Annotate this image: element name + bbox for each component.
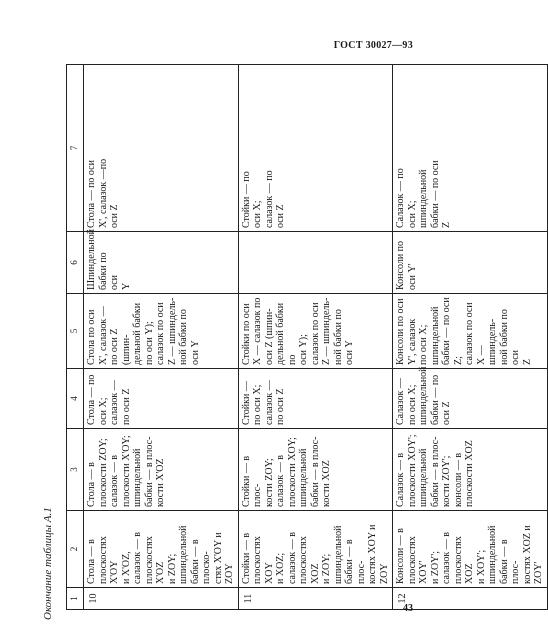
column-header: 7 — [67, 65, 84, 232]
table-row — [393, 65, 548, 610]
table-cell: Стола — в плоскостях X'OY и X'OZ, салазок — в плоскостях X'OZ и ZOY; шпиндельной бабки — в плоско- стях X'OY и ZOY — [84, 511, 239, 588]
table-cell — [238, 232, 393, 294]
table-cell: Консоли по оси Y' — [393, 232, 548, 294]
table-cell: Салазок — по оси X; шпиндельной бабки — по оси Z — [393, 65, 548, 232]
column-header: 1 — [67, 588, 84, 610]
table-cell: Стола — по оси X; салазок — по оси Z — [84, 369, 239, 429]
table-cell: Стойки — по оси X; салазок — по оси Z — [238, 369, 393, 429]
row-number: 12 — [393, 588, 548, 610]
table-cell: Консоли — в плоскостях XOY' и ZOY'; салазок — в плоскостях XOZ и XOY'; шпиндельной бабки — в плос- костях XOZ и ZOY' — [393, 511, 548, 588]
table-cell: Стола по оси X', салазок — по оси Z (шпин- дельной бабки по оси Y); салазок по оси Z — шпиндель- ной бабки по оси Y — [84, 294, 239, 369]
table-cell: Стола — в плоскости ZOY; салазок — в плоскости X'OY; шпиндельной бабки — в плос- кости X'OZ — [84, 429, 239, 511]
rotated-table-container — [66, 65, 544, 610]
table-cell: Салазок — в плоскости XOY'; шпиндельной бабки — в плос- кости ZOY'; консоли — в плоскости XOZ — [393, 429, 548, 511]
table-cell: Шпиндельной бабки по оси Y — [84, 232, 239, 294]
row-number: 11 — [238, 588, 393, 610]
table-cell: Стойки — в плос- кости ZOY; салазок — в плоскости XOY; шпиндельной бабки — в плос- кости XOZ — [238, 429, 393, 511]
table-header-row — [67, 65, 84, 610]
spec-table — [66, 64, 548, 610]
row-number: 10 — [84, 588, 239, 610]
column-header: 4 — [67, 369, 84, 429]
table-cell: Стойки — в плоскостях XOY и XOZ; салазок — в плоскостях XOZ и ZOY; шпиндельной бабки — в плос- костях XOY и ZOY — [238, 511, 393, 588]
column-header: 6 — [67, 232, 84, 294]
table-caption: Окончание таблицы А.1 — [42, 507, 54, 620]
column-header: 2 — [67, 511, 84, 588]
page-number: 43 — [403, 603, 413, 614]
document-header: ГОСТ 30027—93 — [333, 40, 413, 51]
table-row — [84, 65, 239, 610]
table-cell: Салазок — по оси X; шпиндельной бабки — по оси Z — [393, 369, 548, 429]
column-header: 5 — [67, 294, 84, 369]
column-header: 3 — [67, 429, 84, 511]
table-row — [238, 65, 393, 610]
table-cell: Стола — по оси X', салазок —по оси Z — [84, 65, 239, 232]
table-cell: Стойки — по оси X; салазок — по оси Z — [238, 65, 393, 232]
table-cell: Стойки по оси X — салазок по оси Z (шпин- дельной бабки по оси Y); салазок по оси Z — шпиндель- ной бабки по оси Y — [238, 294, 393, 369]
table-cell: Консоли по оси Y', салазок по оси X; шпиндельной бабки — по оси Z; салазок по оси X — шпиндель- ной бабки по оси Z — [393, 294, 548, 369]
